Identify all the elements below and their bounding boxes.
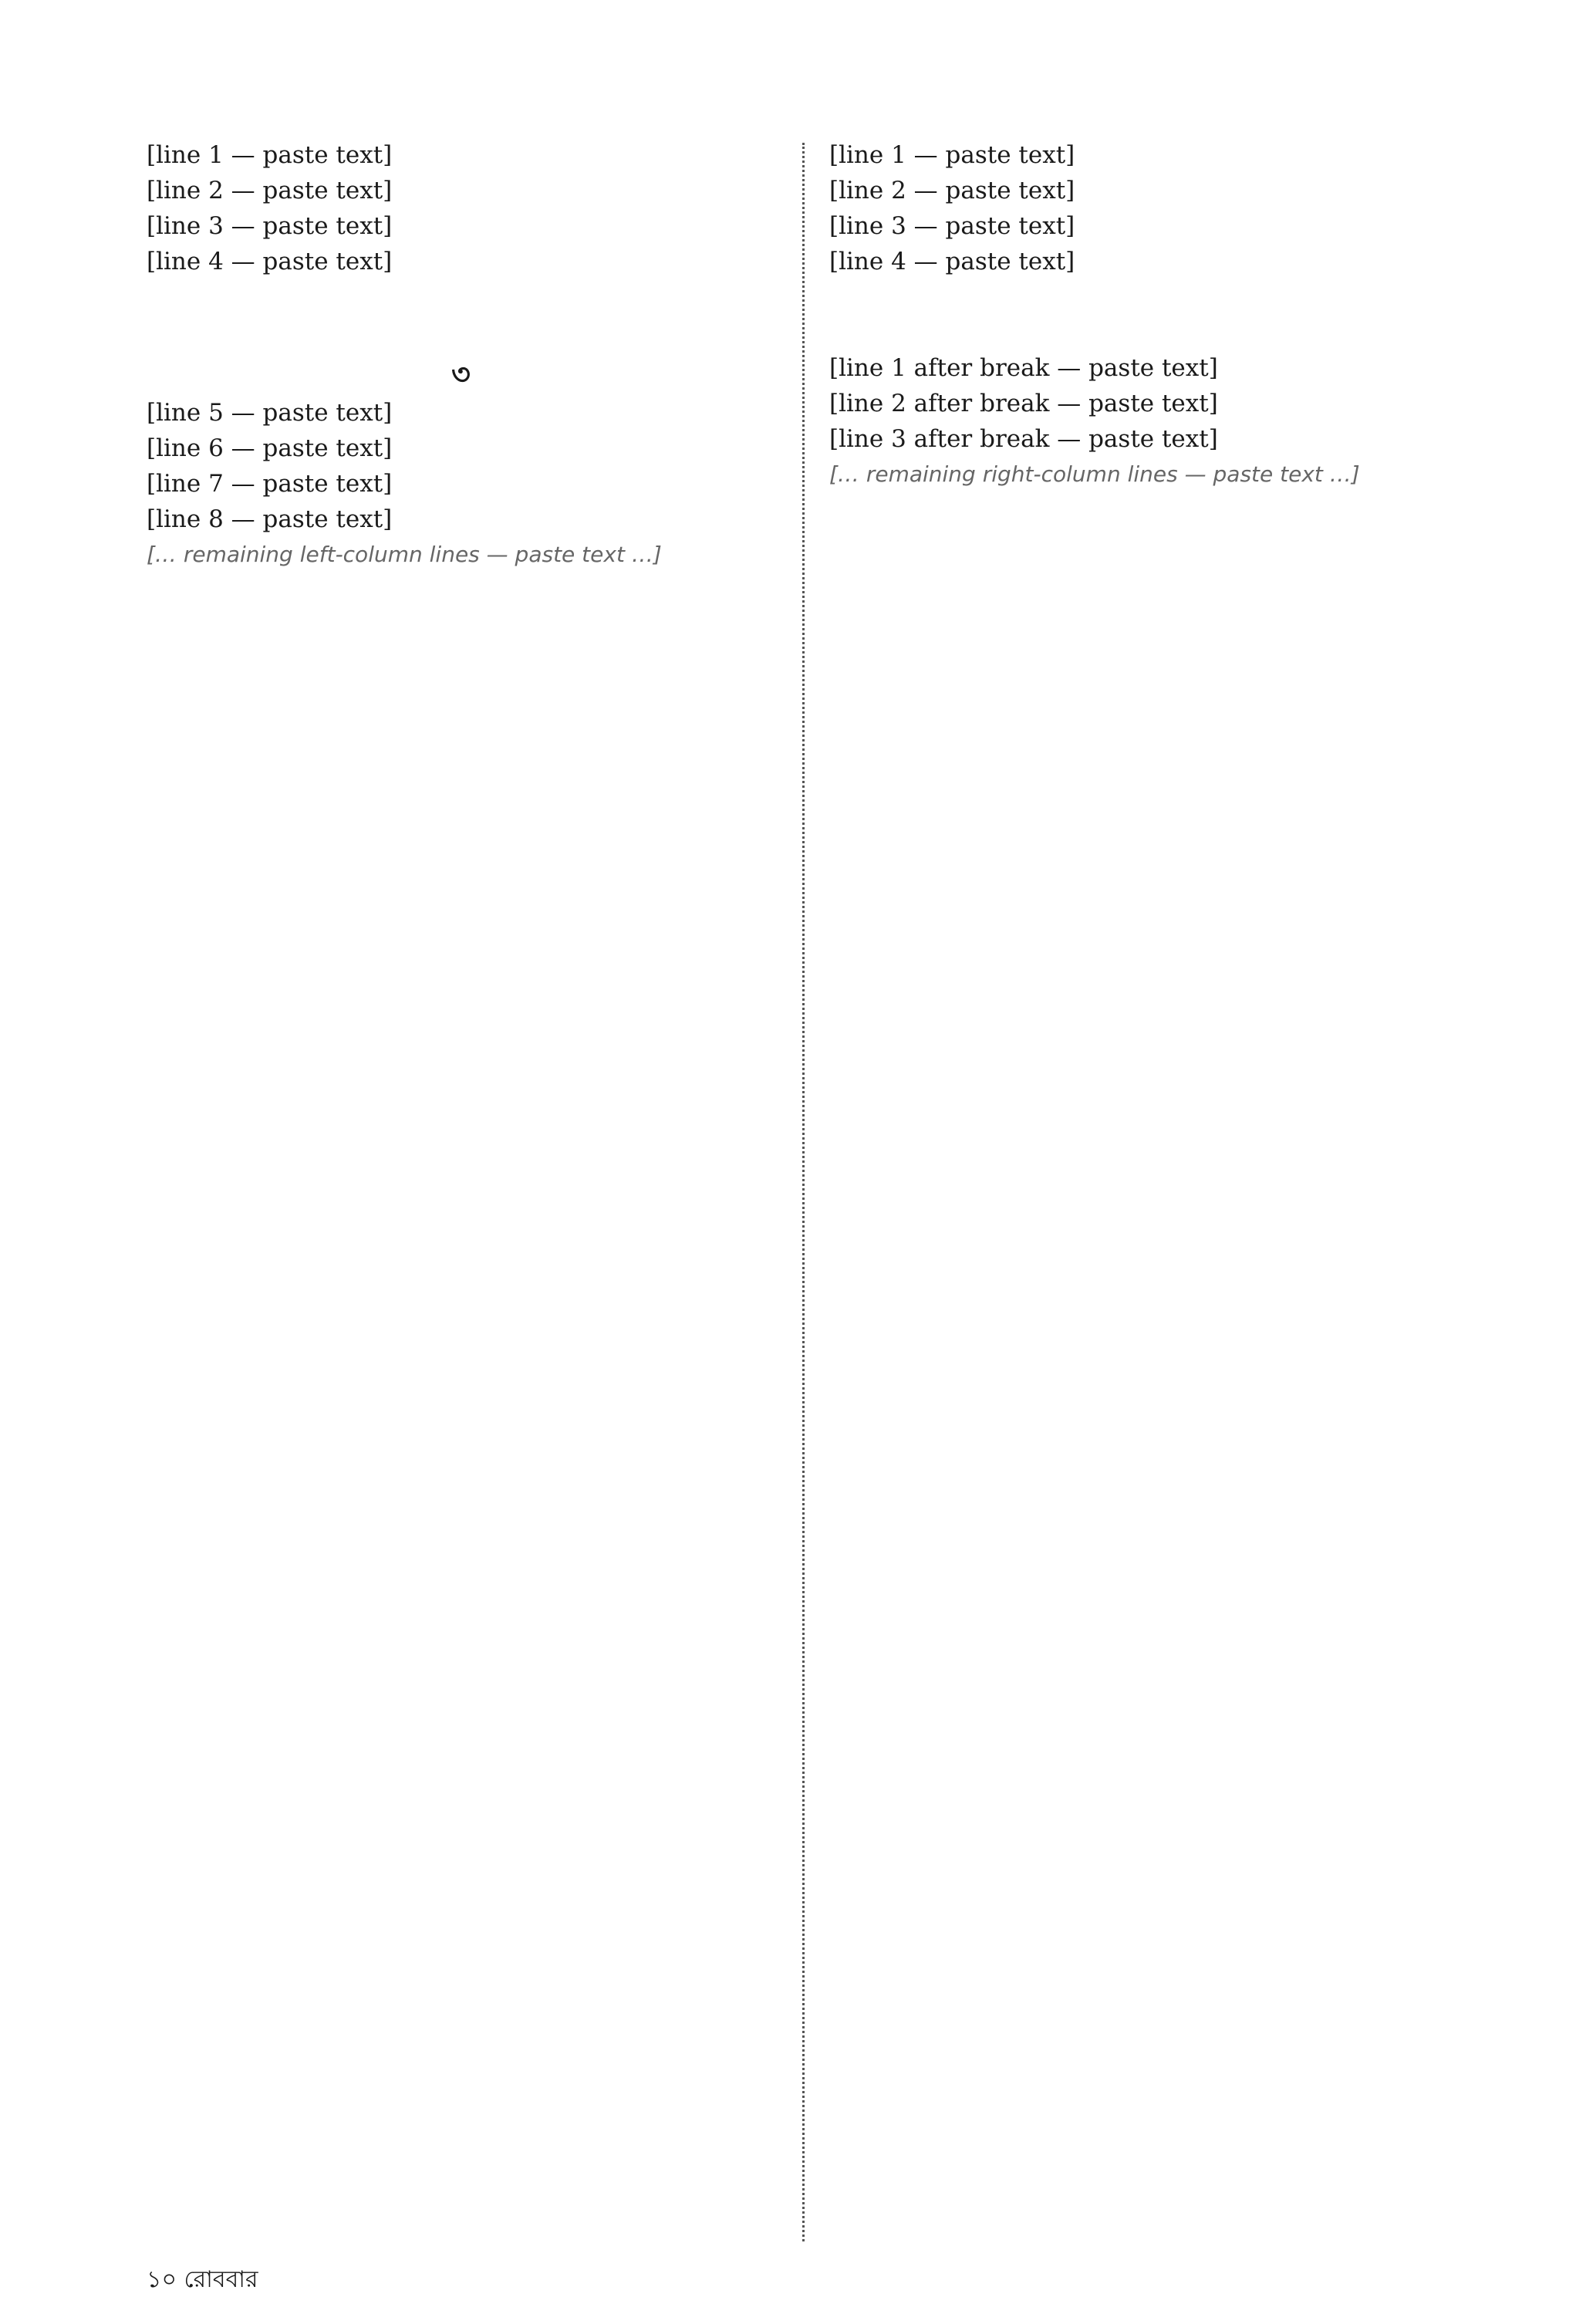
text-line: [line 3 after break — paste text] bbox=[829, 425, 1218, 453]
text-line: [line 3 — paste text] bbox=[829, 212, 1075, 240]
text-line: [line 7 — paste text] bbox=[147, 470, 393, 498]
placeholder-note: [… remaining left-column lines — paste text …] bbox=[147, 542, 662, 567]
text-line: [line 2 — paste text] bbox=[147, 177, 393, 204]
text-line: [line 1 — paste text] bbox=[829, 141, 1075, 169]
text-line: [line 2 — paste text] bbox=[829, 177, 1075, 204]
text-line: [line 4 — paste text] bbox=[829, 248, 1075, 275]
text-line: [line 3 — paste text] bbox=[147, 212, 393, 240]
scene-break bbox=[829, 279, 1462, 350]
text-line: [line 6 — paste text] bbox=[147, 434, 393, 462]
text-line: [line 2 after break — paste text] bbox=[829, 390, 1218, 417]
text-line: [line 4 — paste text] bbox=[147, 248, 393, 275]
text-line: [line 5 — paste text] bbox=[147, 399, 393, 427]
placeholder-note: [… remaining right-column lines — paste text …] bbox=[829, 461, 1360, 487]
text-line: [line 8 — paste text] bbox=[147, 505, 393, 533]
left-column bbox=[147, 137, 775, 573]
section-number: ৩ bbox=[451, 356, 471, 391]
page-footer: ১০ রোববার bbox=[147, 2266, 258, 2293]
text-line: [line 1 — paste text] bbox=[147, 141, 393, 169]
section-gap bbox=[147, 279, 775, 350]
column-divider bbox=[802, 143, 805, 2241]
right-column bbox=[829, 137, 1462, 492]
text-line: [line 1 after break — paste text] bbox=[829, 354, 1218, 382]
